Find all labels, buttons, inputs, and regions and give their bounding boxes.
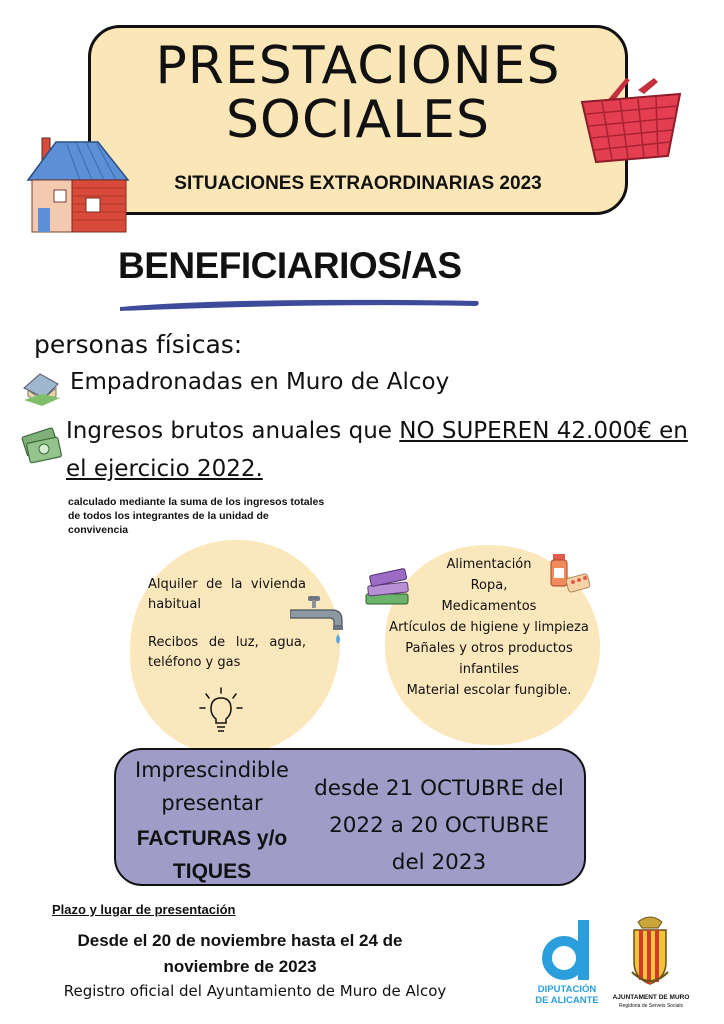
need-hygiene: Artículos de higiene y limpieza (389, 620, 589, 635)
requirement-income-line1 (66, 418, 688, 444)
expense-utilities: Recibos de luz, agua, teléfono y gas (148, 635, 306, 670)
housing-expenses-list (148, 575, 306, 691)
need-school: Material escolar fungible. (406, 683, 572, 698)
invoices-bold2: TIQUES (172, 860, 252, 883)
money-stack-icon (20, 424, 64, 464)
invoices-line1: Imprescindible (135, 758, 289, 782)
basic-needs-list (384, 554, 594, 701)
income-limit: NO SUPEREN 42.000€ en (399, 418, 688, 444)
submission-place: Registro oficial del Ayuntamiento de Muro de Alcoy (63, 982, 447, 1000)
period-line1: desde 21 OCTUBRE del (314, 776, 564, 801)
need-medicines: Medicamentos (441, 599, 537, 614)
invoices-required-text (128, 754, 296, 820)
invoices-bold1: FACTURAS y/o (136, 827, 288, 850)
diputacion-name (522, 984, 612, 1006)
expense-rent: Alquiler de la vivienda habitual (148, 577, 306, 612)
page-subtitle: SITUACIONES EXTRAORDINARIAS 2023 (174, 173, 542, 194)
muro-coat-of-arms (628, 912, 672, 990)
need-food: Alimentación (446, 557, 532, 572)
need-diapers-cont: infantiles (459, 662, 519, 677)
muro-council-department: Regidoria de Serveis Socials (619, 1003, 683, 1009)
income-note: calculado mediante la suma de los ingresos totales de todos los integrantes de la unidad de convivencia (68, 496, 325, 536)
diputacion-logo (540, 916, 596, 982)
period-line3: del 2023 (391, 850, 487, 875)
small-house-icon (22, 370, 62, 406)
lightbulb-icon (198, 686, 244, 734)
page-title-line1: PRESTACIONES (155, 36, 561, 96)
invoices-line2: presentar (161, 791, 263, 815)
need-clothing: Ropa, (470, 578, 508, 593)
dip-name-line1: DIPUTACIÓN (537, 984, 597, 995)
section-heading: BENEFICIARIOS/AS (118, 245, 462, 286)
requirement-income-line2: el ejercicio 2022. (66, 456, 263, 482)
deadline-label: Plazo y lugar de presentación (52, 902, 236, 917)
invoices-period (300, 770, 578, 881)
water-tap-icon (290, 592, 350, 650)
requirements-intro: personas físicas: (34, 330, 243, 359)
income-text: Ingresos brutos anuales que (66, 418, 400, 444)
heading-underline-stroke (118, 293, 483, 313)
invoices-types (128, 822, 296, 888)
dip-name-line2: DE ALICANTE (535, 995, 599, 1006)
requirement-registered: Empadronadas en Muro de Alcoy (70, 369, 450, 395)
dates-line2: noviembre de 2023 (163, 957, 317, 976)
dates-line1: Desde el 20 de noviembre hasta el 24 de (77, 931, 403, 950)
need-diapers: Pañales y otros productos (405, 641, 573, 656)
muro-council-name: AJUNTAMENT DE MURO (612, 994, 690, 1001)
shopping-basket-icon (576, 72, 684, 166)
page-title-line2: SOCIALES (226, 90, 490, 150)
house-icon (26, 134, 130, 234)
period-line2: 2022 a 20 OCTUBRE (329, 813, 549, 838)
submission-dates (30, 928, 450, 980)
